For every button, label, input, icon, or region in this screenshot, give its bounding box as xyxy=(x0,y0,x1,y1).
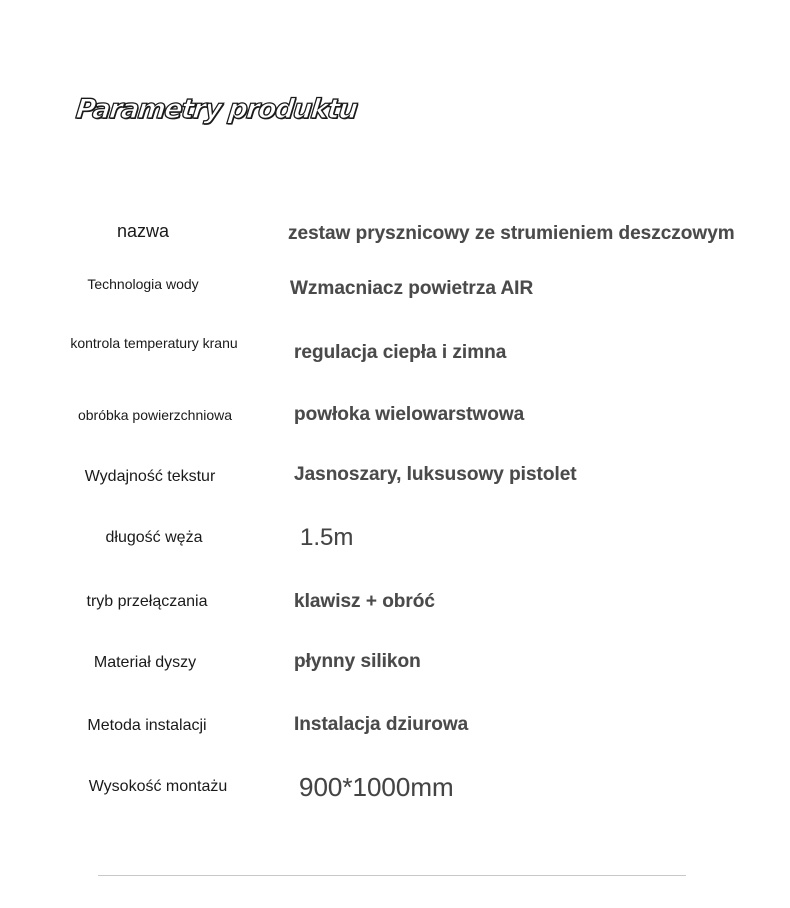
param-label: Wydajność tekstur xyxy=(84,468,216,485)
param-value: płynny silikon xyxy=(294,651,421,672)
param-row-name xyxy=(0,218,790,258)
param-row-hose-length xyxy=(0,526,790,566)
param-value: powłoka wielowarstwowa xyxy=(294,404,525,425)
param-value: 900*1000mm xyxy=(299,772,454,802)
param-label: obróbka powierzchniowa xyxy=(77,407,233,423)
param-value: Wzmacniacz powietrza AIR xyxy=(290,278,534,299)
param-row-mounting-height xyxy=(0,772,790,815)
param-label: Technologia wody xyxy=(87,276,199,292)
param-value: klawisz + obróć xyxy=(294,591,435,612)
param-label: długość węża xyxy=(105,529,203,546)
param-label: kontrola temperatury kranu xyxy=(70,335,238,351)
param-row-switch-mode xyxy=(0,590,790,630)
param-value: 1.5m xyxy=(300,524,354,551)
param-value: Jasnoszary, luksusowy pistolet xyxy=(294,464,577,485)
param-label: Materiał dyszy xyxy=(93,654,197,671)
param-value: regulacja ciepła i zimna xyxy=(294,342,507,363)
param-label: tryb przełączania xyxy=(86,593,208,610)
param-row-installation-method xyxy=(0,714,790,754)
page-title: Parametry produktu xyxy=(74,94,358,125)
param-value: zestaw prysznicowy ze strumieniem deszczowym xyxy=(288,223,735,244)
param-row-water-technology xyxy=(0,274,790,314)
param-value: Instalacja dziurowa xyxy=(294,714,469,735)
param-row-surface-treatment xyxy=(0,404,790,444)
bottom-divider xyxy=(98,875,686,876)
param-row-texture-performance xyxy=(0,465,790,505)
param-label: nazwa xyxy=(116,221,170,241)
param-row-temperature-control xyxy=(0,333,790,373)
param-row-nozzle-material xyxy=(0,651,790,691)
param-label: Wysokość montażu xyxy=(88,778,228,795)
param-label: Metoda instalacji xyxy=(87,717,207,734)
